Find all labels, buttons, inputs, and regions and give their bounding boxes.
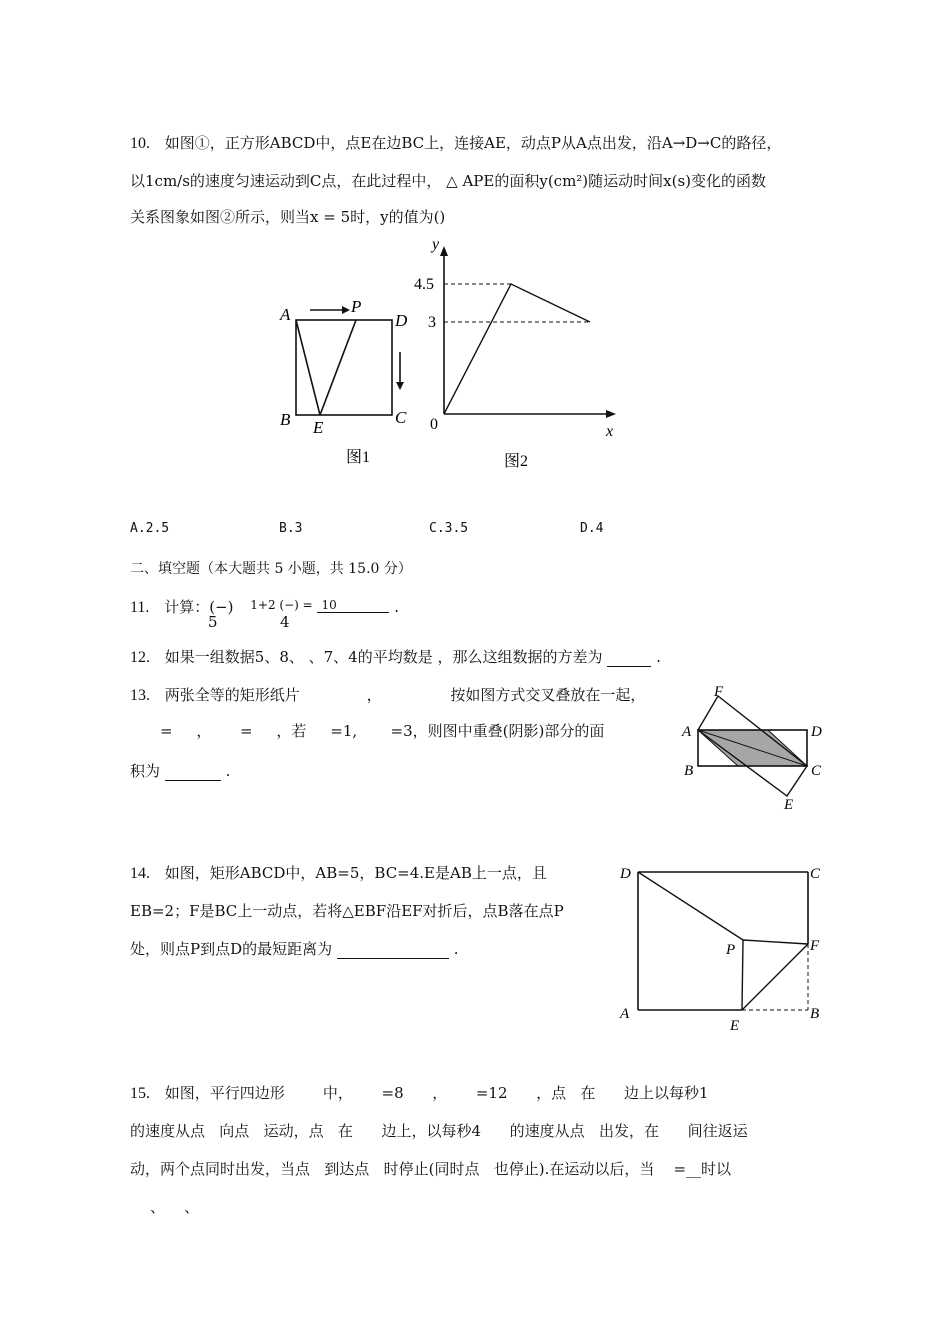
axis-x-label: x bbox=[606, 423, 614, 440]
q14-answer-blank bbox=[337, 940, 449, 959]
q11-denominator-1: 5 bbox=[208, 613, 218, 631]
label-D: D bbox=[395, 311, 408, 330]
label-C: C bbox=[395, 408, 407, 427]
question-number: 12. bbox=[130, 649, 150, 666]
origin-label: 0 bbox=[430, 416, 438, 433]
q10-text-2: 以1cm/s的速度匀速运动到C点，在此过程中， △ APE的面积y(cm²)随运动时间x(s)变化的函数 bbox=[130, 172, 767, 190]
label-F: F bbox=[810, 938, 820, 954]
question-number: 14. bbox=[130, 865, 150, 882]
figure-caption-2: 图2 bbox=[504, 453, 529, 470]
label-E: E bbox=[313, 418, 324, 437]
q10-text-1: 如图①，正方形ABCD中，点E在边BC上，连接AE，动点P从A点出发，沿A→D→C的路径， bbox=[164, 134, 782, 152]
q10-figure-2 bbox=[412, 236, 622, 476]
tick-3: 3 bbox=[428, 314, 436, 331]
q12-answer-blank bbox=[607, 648, 651, 667]
q13-end: . bbox=[225, 762, 231, 780]
axis-y-label: y bbox=[432, 236, 440, 253]
q14-line3 bbox=[130, 938, 458, 959]
q15-text-2: 的速度从点 向点 运动，点 在 边上，以每秒4 的速度从点 出发，在 间往返运 bbox=[130, 1122, 748, 1140]
q13-answer-blank bbox=[165, 762, 221, 781]
q11-mid: 1+2 (−) = bbox=[250, 598, 313, 612]
q12-end: . bbox=[656, 648, 661, 666]
option-b: B.3 bbox=[279, 521, 303, 536]
q13-text-2: = ， = ，若 =1, =3，则图中重叠(阴影)部分的面 bbox=[160, 722, 605, 740]
q11-denominator-2: 4 bbox=[280, 613, 290, 631]
q12-text: 如果一组数据5、8、 、7、4的平均数是 ，那么这组数据的方差为 bbox=[164, 648, 603, 666]
label-C: C bbox=[810, 866, 821, 882]
q15-text-4: 、 、 bbox=[150, 1198, 200, 1216]
q10-figure-1 bbox=[272, 290, 422, 470]
question-number: 15. bbox=[130, 1085, 150, 1102]
q14-line1 bbox=[130, 862, 547, 883]
label-E: E bbox=[784, 797, 794, 813]
option-a: A.2.5 bbox=[130, 521, 170, 536]
q14-end: . bbox=[453, 940, 459, 958]
q13-text-1c: 按如图方式交叉叠放在一起， bbox=[450, 686, 646, 704]
q14-text-1: 如图，矩形ABCD中，AB=5，BC=4.E是AB上一点，且 bbox=[164, 864, 547, 882]
label-A: A bbox=[620, 1006, 630, 1022]
q11-end: . bbox=[394, 598, 400, 616]
question-number: 13. bbox=[130, 687, 150, 704]
q13-line1 bbox=[130, 684, 645, 705]
q15-text-1: 如图，平行四边形 中， =8 ， =12 ，点 在 边上以每秒1 bbox=[164, 1084, 709, 1102]
option-d: D.4 bbox=[580, 521, 604, 536]
label-A: A bbox=[280, 305, 291, 324]
section-heading: 二、填空题（本大题共 5 小题，共 15.0 分） bbox=[130, 561, 412, 577]
q13-text-3: 积为 bbox=[130, 762, 161, 780]
q10-line1 bbox=[130, 132, 781, 153]
q11-answer-blank: 10 bbox=[317, 598, 389, 613]
question-number: 10. bbox=[130, 135, 150, 152]
label-B: B bbox=[810, 1006, 820, 1022]
label-C: C bbox=[811, 763, 822, 779]
option-c: C.3.5 bbox=[429, 521, 469, 536]
figure-caption-1: 图1 bbox=[346, 449, 371, 466]
label-P: P bbox=[351, 297, 362, 316]
q11-prefix: 计算：(−) bbox=[164, 598, 234, 616]
q13-text-1a: 两张全等的矩形纸片 bbox=[164, 686, 300, 704]
label-D: D bbox=[620, 866, 631, 882]
q10-text-3: 关系图象如图②所示，则当x = 5时，y的值为() bbox=[130, 208, 446, 226]
q15-line1 bbox=[130, 1082, 709, 1103]
label-A: A bbox=[682, 724, 692, 740]
question-number: 11. bbox=[130, 599, 150, 616]
q14-text-2: EB=2；F是BC上一动点，若将△EBF沿EF对折后，点B落在点P bbox=[130, 902, 564, 920]
label-D: D bbox=[811, 724, 822, 740]
label-B: B bbox=[684, 763, 694, 779]
q14-figure bbox=[612, 856, 832, 1036]
q14-text-3: 处，则点P到点D的最短距离为 bbox=[130, 940, 333, 958]
q13-text-1b: ， bbox=[366, 686, 382, 704]
label-B: B bbox=[280, 410, 291, 429]
tick-4-5: 4.5 bbox=[414, 276, 434, 293]
label-F: F bbox=[714, 684, 724, 700]
q13-figure bbox=[676, 680, 836, 814]
label-E: E bbox=[730, 1018, 740, 1034]
q11-line bbox=[130, 596, 399, 617]
q15-text-3: 动，两个点同时出发，当点 到达点 时停止(同时点 也停止).在运动以后，当 =__时以 bbox=[130, 1160, 732, 1178]
label-P: P bbox=[726, 942, 736, 958]
q13-line3 bbox=[130, 760, 230, 781]
q12-line bbox=[130, 646, 661, 667]
